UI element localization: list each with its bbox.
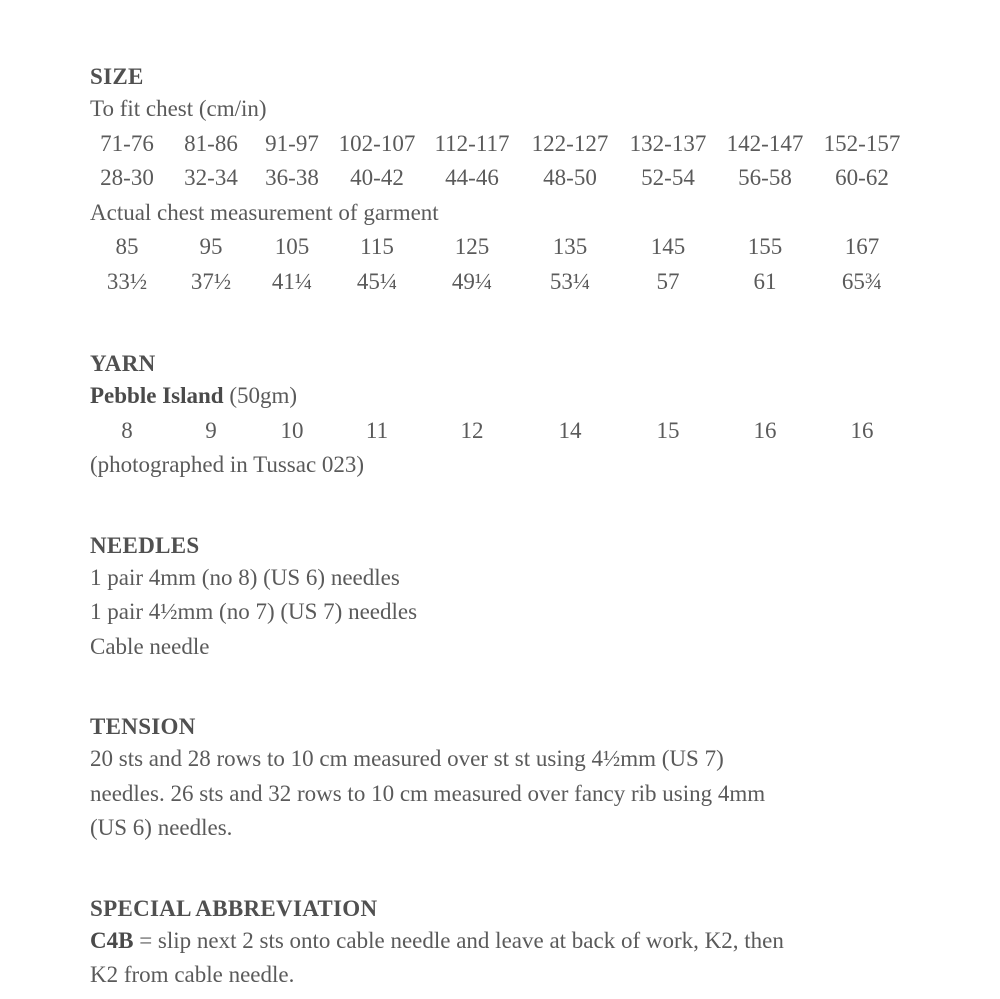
needles-line: Cable needle xyxy=(90,633,210,659)
size-section xyxy=(90,62,950,299)
abbreviation-section xyxy=(90,894,950,993)
size-cell: 49¼ xyxy=(451,268,493,294)
chest-in-row xyxy=(90,161,950,196)
needles-line: 1 pair 4mm (no 8) (US 6) needles xyxy=(90,564,400,590)
size-cell: 36-38 xyxy=(265,165,319,190)
size-cell: 16 xyxy=(753,417,777,443)
abbreviation-line xyxy=(90,924,950,959)
tension-section xyxy=(90,712,950,846)
size-cell: 125 xyxy=(454,234,490,259)
size-cell: 44-46 xyxy=(445,165,499,190)
pattern-page xyxy=(90,62,950,993)
abbreviation-heading: SPECIAL ABBREVIATION xyxy=(90,895,378,921)
needles-heading: NEEDLES xyxy=(90,532,200,558)
yarn-photographed: (photographed in Tussac 023) xyxy=(90,452,365,477)
size-cell: 112-117 xyxy=(434,130,510,156)
size-cell: 95 xyxy=(199,234,223,259)
size-cell: 81-86 xyxy=(184,130,238,156)
size-cell: 9 xyxy=(205,417,217,443)
tension-line: needles. 26 sts and 32 rows to 10 cm measured over fancy rib using 4mm xyxy=(90,780,766,806)
size-cell: 167 xyxy=(844,234,880,259)
chest-cm-row xyxy=(90,127,950,162)
size-cell: 11 xyxy=(365,417,389,443)
tension-heading: TENSION xyxy=(90,714,196,739)
size-cell: 10 xyxy=(280,417,304,443)
yarn-section xyxy=(90,349,950,483)
size-cell: 16 xyxy=(850,417,874,443)
actual-in-row xyxy=(90,265,950,300)
size-cell: 33½ xyxy=(106,268,148,294)
size-cell: 32-34 xyxy=(184,165,238,190)
size-cell: 61 xyxy=(753,268,777,294)
tension-line: (US 6) needles. xyxy=(90,815,233,840)
yarn-name-line xyxy=(90,379,950,414)
size-cell: 145 xyxy=(650,234,686,259)
size-cell: 53¼ xyxy=(549,268,591,294)
size-cell: 122-127 xyxy=(531,130,609,156)
size-cell: 152-157 xyxy=(823,130,901,156)
yarn-balls-row xyxy=(90,414,950,449)
size-cell: 105 xyxy=(274,234,310,259)
yarn-weight: (50gm) xyxy=(223,383,298,408)
abbreviation-line: K2 from cable needle. xyxy=(90,962,295,987)
size-cell: 65¾ xyxy=(841,268,883,294)
size-cell: 135 xyxy=(552,234,588,259)
size-cell: 85 xyxy=(115,234,139,259)
size-cell: 60-62 xyxy=(835,165,889,190)
size-cell: 115 xyxy=(360,234,394,259)
size-cell: 15 xyxy=(656,417,680,443)
size-cell: 155 xyxy=(747,234,783,259)
abbreviation-term: C4B xyxy=(90,927,134,953)
size-cell: 132-137 xyxy=(629,130,707,156)
size-heading: SIZE xyxy=(90,64,144,89)
abbreviation-definition: = slip next 2 sts onto cable needle and leave at back of work, K2, then xyxy=(133,927,784,953)
size-cell: 28-30 xyxy=(100,165,154,190)
size-cell: 41¼ xyxy=(271,268,313,294)
size-cell: 8 xyxy=(121,417,133,443)
needles-section xyxy=(90,531,950,665)
size-cell: 48-50 xyxy=(543,165,597,190)
yarn-heading: YARN xyxy=(90,351,156,376)
tension-line: 20 sts and 28 rows to 10 cm measured over st st using 4½mm (US 7) xyxy=(90,746,724,771)
size-cell: 14 xyxy=(558,417,582,443)
actual-cm-row xyxy=(90,230,950,265)
size-cell: 142-147 xyxy=(726,130,804,156)
size-cell: 12 xyxy=(460,417,484,443)
actual-label: Actual chest measurement of garment xyxy=(90,199,439,225)
yarn-name: Pebble Island xyxy=(90,383,224,408)
size-cell: 102-107 xyxy=(338,130,416,156)
size-cell: 91-97 xyxy=(265,130,319,156)
size-cell: 45¼ xyxy=(356,268,398,294)
size-cell: 52-54 xyxy=(641,165,695,190)
needles-line: 1 pair 4½mm (no 7) (US 7) needles xyxy=(90,599,418,624)
size-cell: 40-42 xyxy=(350,165,404,190)
size-cell: 71-76 xyxy=(100,130,154,156)
chest-label: To fit chest (cm/in) xyxy=(90,96,267,121)
size-cell: 56-58 xyxy=(738,165,792,190)
size-cell: 37½ xyxy=(190,268,232,294)
size-cell: 57 xyxy=(656,268,680,294)
